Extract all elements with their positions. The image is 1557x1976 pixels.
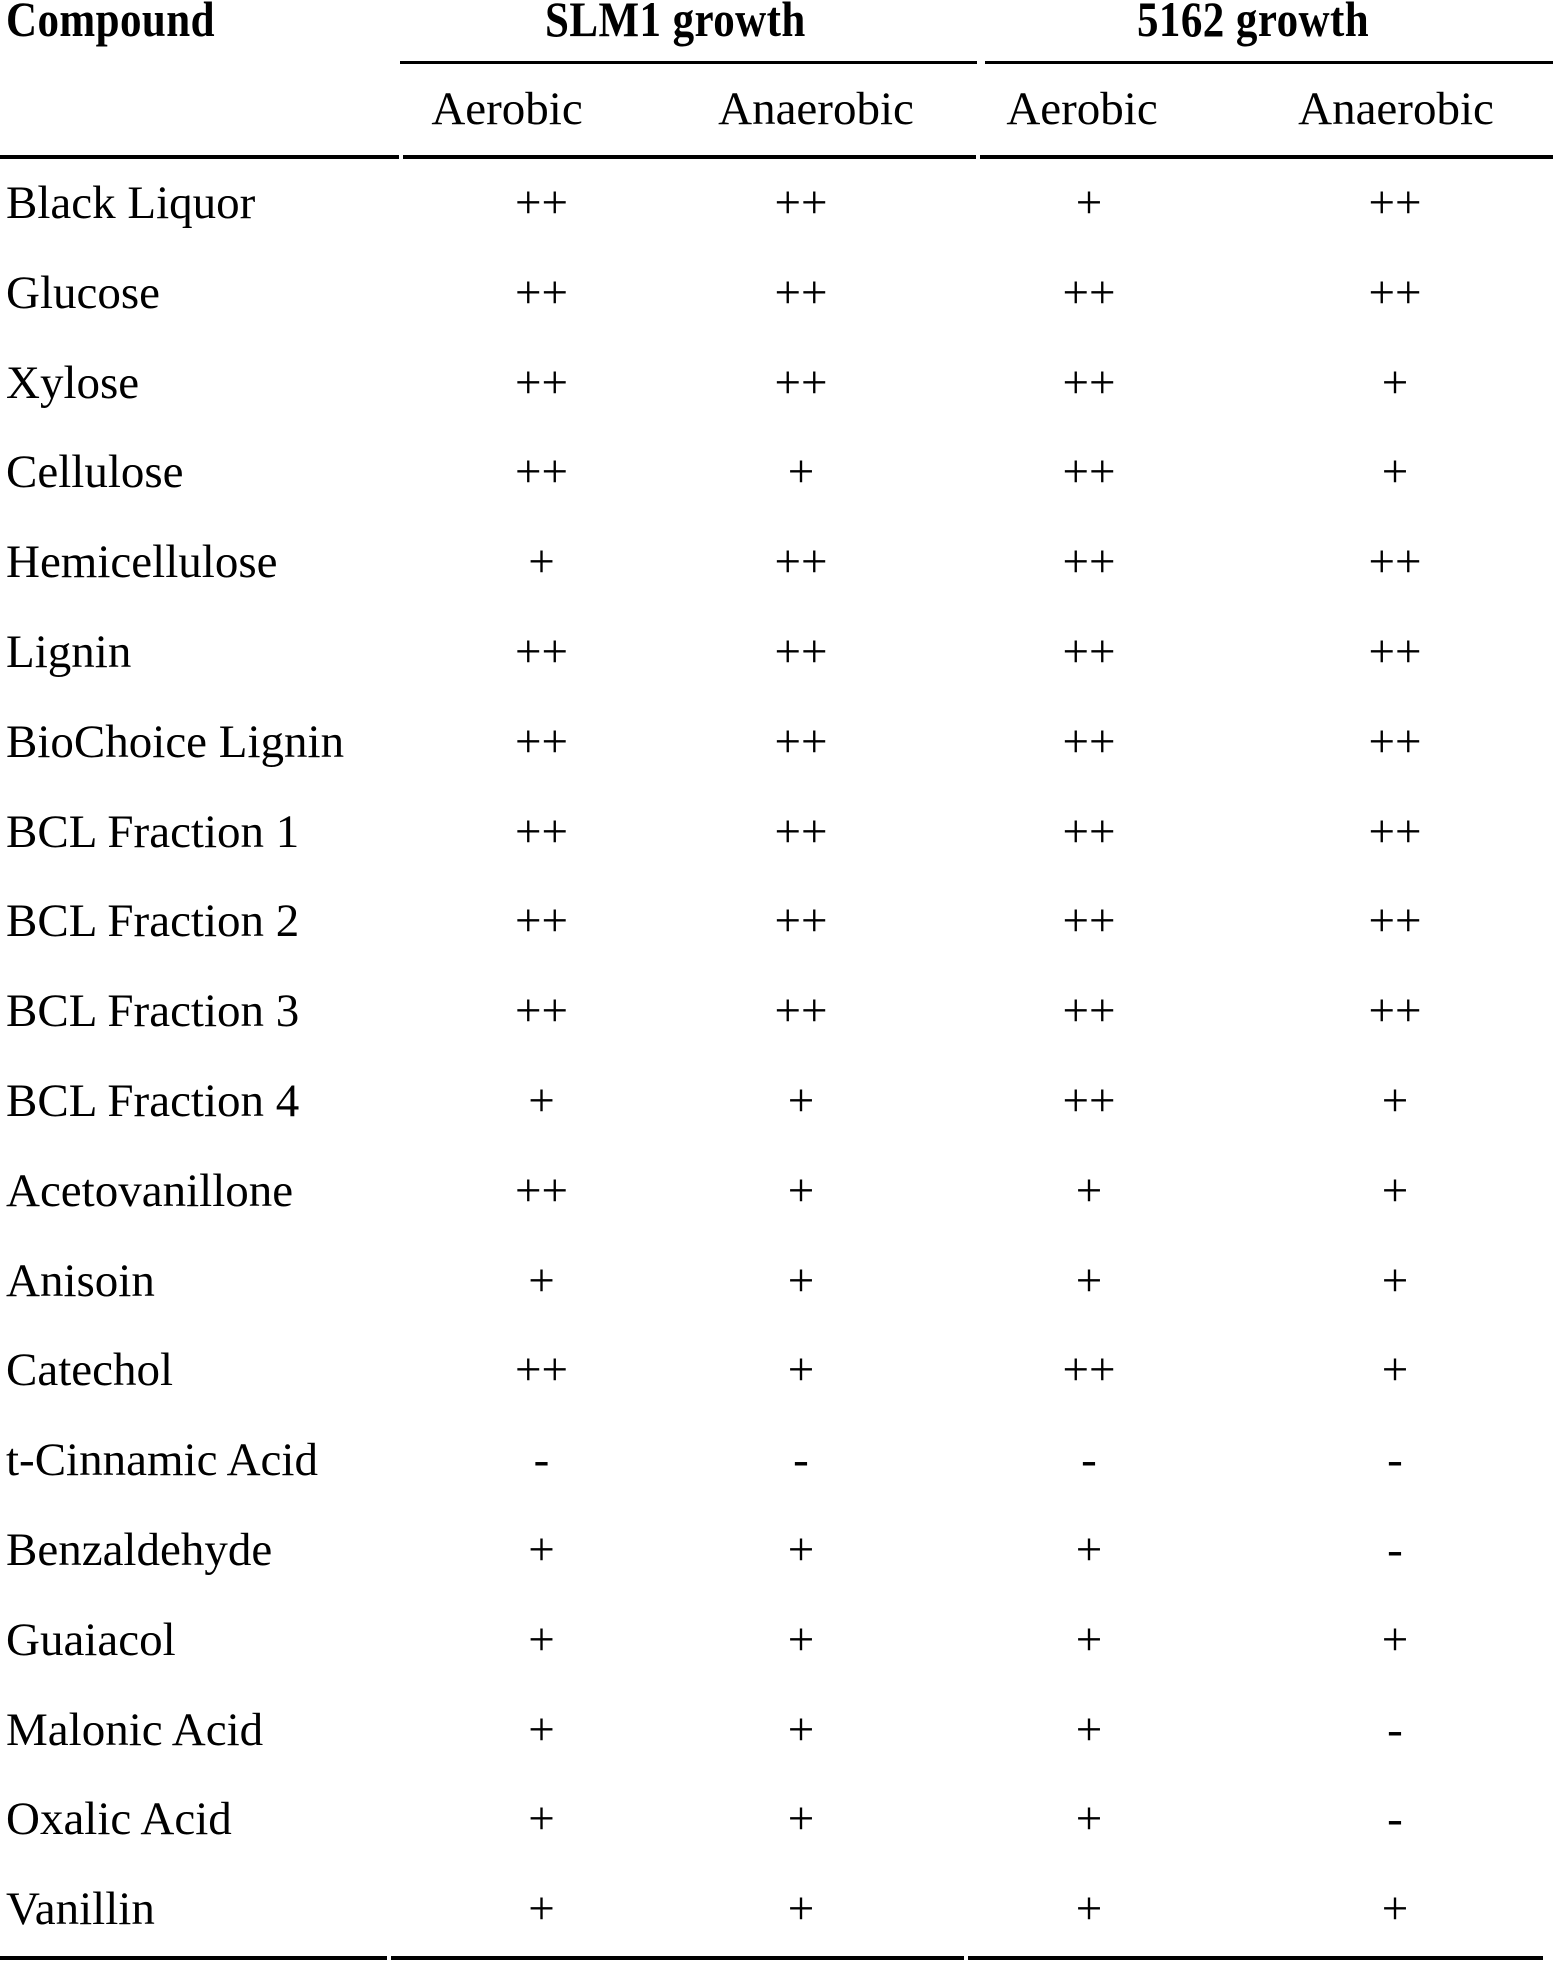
growth-value-cell: + [1381, 1883, 1409, 1936]
table-row [0, 1705, 1557, 1795]
growth-value-cell: + [528, 1883, 555, 1936]
compound-name-cell: Guaiacol [6, 1613, 176, 1666]
compound-name-cell: Anisoin [6, 1254, 155, 1307]
growth-data-table [0, 178, 1557, 1974]
compound-name-cell: Oxalic Acid [6, 1793, 232, 1846]
table-row [0, 358, 1557, 448]
growth-value-cell: ++ [1368, 266, 1422, 319]
compound-name-cell: Glucose [6, 266, 161, 319]
5162-aerobic-header: Aerobic [1006, 83, 1158, 135]
growth-value-cell: + [1075, 1793, 1103, 1846]
growth-value-cell: ++ [1062, 985, 1116, 1038]
growth-value-cell: + [1075, 1254, 1103, 1307]
table-row [0, 1345, 1557, 1435]
growth-value-cell: + [1075, 177, 1103, 229]
growth-value-cell: + [528, 536, 555, 589]
table-row [0, 1435, 1557, 1525]
table-row [0, 1794, 1557, 1884]
table-row [0, 1525, 1557, 1615]
growth-value-cell: ++ [774, 985, 828, 1038]
growth-value-cell: + [528, 1613, 555, 1666]
growth-value-cell: + [787, 1793, 815, 1846]
growth-value-cell: + [787, 1074, 815, 1127]
header-bottom-rule [0, 155, 399, 159]
table-row [0, 1166, 1557, 1256]
table-body [0, 178, 1557, 1974]
table-row [0, 447, 1557, 537]
growth-value-cell: - [793, 1434, 809, 1487]
header-bottom-rule [403, 155, 976, 159]
slm1-group-underline [400, 61, 977, 64]
growth-value-cell: ++ [514, 985, 568, 1038]
growth-value-cell: ++ [774, 177, 828, 229]
growth-value-cell: ++ [514, 715, 568, 768]
growth-value-cell: - [1081, 1434, 1097, 1487]
growth-value-cell: ++ [514, 805, 568, 858]
growth-value-cell: ++ [1062, 895, 1116, 948]
table-bottom-rule [968, 1956, 1543, 1960]
growth-value-cell: + [787, 1344, 815, 1397]
growth-value-cell: + [787, 1613, 815, 1666]
compound-name-cell: Malonic Acid [6, 1703, 264, 1756]
growth-value-cell: ++ [774, 625, 828, 678]
growth-value-cell: + [1381, 1074, 1409, 1127]
growth-value-cell: + [528, 1703, 555, 1756]
growth-value-cell: - [1387, 1793, 1403, 1846]
table-row [0, 1884, 1557, 1974]
table-row [0, 807, 1557, 897]
growth-value-cell: + [528, 1074, 555, 1127]
growth-value-cell: + [1075, 1613, 1103, 1666]
table-row [0, 986, 1557, 1076]
growth-value-cell: + [528, 1793, 555, 1846]
growth-value-cell: ++ [1062, 356, 1116, 409]
5162-anaerobic-header: Anaerobic [1298, 83, 1494, 135]
table-row [0, 178, 1557, 268]
growth-value-cell: ++ [1368, 985, 1422, 1038]
compound-name-cell: BCL Fraction 3 [6, 985, 300, 1038]
growth-value-cell: + [1381, 1613, 1409, 1666]
growth-value-cell: ++ [1062, 536, 1116, 589]
growth-value-cell: ++ [1062, 805, 1116, 858]
growth-value-cell: ++ [774, 895, 828, 948]
growth-value-cell: + [1381, 356, 1409, 409]
growth-value-cell: + [787, 446, 815, 499]
compound-name-cell: BCL Fraction 1 [6, 805, 300, 858]
growth-value-cell: + [787, 1883, 815, 1936]
header-bottom-rule [980, 155, 1553, 159]
growth-value-cell: ++ [1062, 1074, 1116, 1127]
table-bottom-rule [0, 1956, 387, 1960]
growth-value-cell: + [1381, 1254, 1409, 1307]
growth-value-cell: ++ [1062, 266, 1116, 319]
table-row [0, 896, 1557, 986]
table-bottom-rule [391, 1956, 964, 1960]
compound-name-cell: BCL Fraction 4 [6, 1074, 300, 1127]
slm1-aerobic-header: Aerobic [431, 83, 583, 135]
growth-value-cell: + [787, 1164, 815, 1217]
compound-name-cell: BCL Fraction 2 [6, 895, 300, 948]
growth-value-cell: + [787, 1523, 815, 1576]
growth-value-cell: ++ [1062, 715, 1116, 768]
5162-growth-group-header: 5162 growth [1137, 0, 1370, 47]
growth-value-cell: - [533, 1434, 550, 1487]
table-row [0, 717, 1557, 807]
growth-value-cell: + [1381, 1344, 1409, 1397]
growth-value-cell: ++ [514, 356, 568, 409]
compound-name-cell: Acetovanillone [6, 1164, 294, 1217]
growth-value-cell: + [1381, 1164, 1409, 1217]
table-row [0, 1256, 1557, 1346]
growth-value-cell: ++ [774, 715, 828, 768]
growth-value-cell: + [1075, 1523, 1103, 1576]
table-row [0, 1615, 1557, 1705]
compound-name-cell: Hemicellulose [6, 536, 278, 589]
growth-value-cell: - [1387, 1434, 1403, 1487]
growth-value-cell: + [528, 1523, 555, 1576]
compound-name-cell: Catechol [6, 1344, 174, 1397]
growth-value-cell: + [1075, 1164, 1103, 1217]
table-row [0, 627, 1557, 717]
growth-value-cell: + [1075, 1703, 1103, 1756]
growth-value-cell: ++ [1368, 895, 1422, 948]
growth-value-cell: ++ [1368, 625, 1422, 678]
growth-value-cell: + [528, 1254, 555, 1307]
growth-value-cell: ++ [774, 805, 828, 858]
compound-name-cell: Lignin [6, 625, 132, 678]
growth-value-cell: ++ [514, 1344, 568, 1397]
compound-name-cell: Vanillin [6, 1883, 155, 1936]
growth-value-cell: ++ [514, 266, 568, 319]
slm1-anaerobic-header: Anaerobic [718, 83, 914, 135]
table-row [0, 268, 1557, 358]
compound-name-cell: t-Cinnamic Acid [6, 1434, 318, 1487]
growth-value-cell: ++ [1368, 536, 1422, 589]
growth-value-cell: ++ [514, 177, 568, 229]
growth-value-cell: + [787, 1703, 815, 1756]
table-row [0, 537, 1557, 627]
growth-value-cell: ++ [514, 446, 568, 499]
growth-value-cell: + [1381, 446, 1409, 499]
growth-value-cell: ++ [514, 895, 568, 948]
growth-value-cell: ++ [1368, 177, 1422, 229]
growth-value-cell: ++ [1368, 805, 1422, 858]
growth-value-cell: - [1387, 1703, 1403, 1756]
growth-value-cell: ++ [1368, 715, 1422, 768]
growth-value-cell: ++ [774, 266, 828, 319]
growth-value-cell: ++ [774, 356, 828, 409]
growth-value-cell: ++ [774, 536, 828, 589]
compound-name-cell: BioChoice Lignin [6, 715, 345, 768]
5162-group-underline [985, 61, 1553, 64]
growth-value-cell: + [787, 1254, 815, 1307]
growth-value-cell: - [1387, 1523, 1403, 1576]
growth-value-cell: ++ [514, 1164, 568, 1217]
growth-value-cell: + [1075, 1883, 1103, 1936]
compound-name-cell: Black Liquor [6, 177, 256, 229]
slm1-growth-group-header: SLM1 growth [545, 0, 806, 47]
compound-name-cell: Benzaldehyde [6, 1523, 273, 1576]
compound-column-header: Compound [6, 0, 215, 47]
compound-name-cell: Cellulose [6, 446, 184, 499]
growth-value-cell: ++ [1062, 1344, 1116, 1397]
table-row [0, 1076, 1557, 1166]
growth-value-cell: ++ [514, 625, 568, 678]
growth-value-cell: ++ [1062, 446, 1116, 499]
compound-name-cell: Xylose [6, 356, 140, 409]
growth-value-cell: ++ [1062, 625, 1116, 678]
